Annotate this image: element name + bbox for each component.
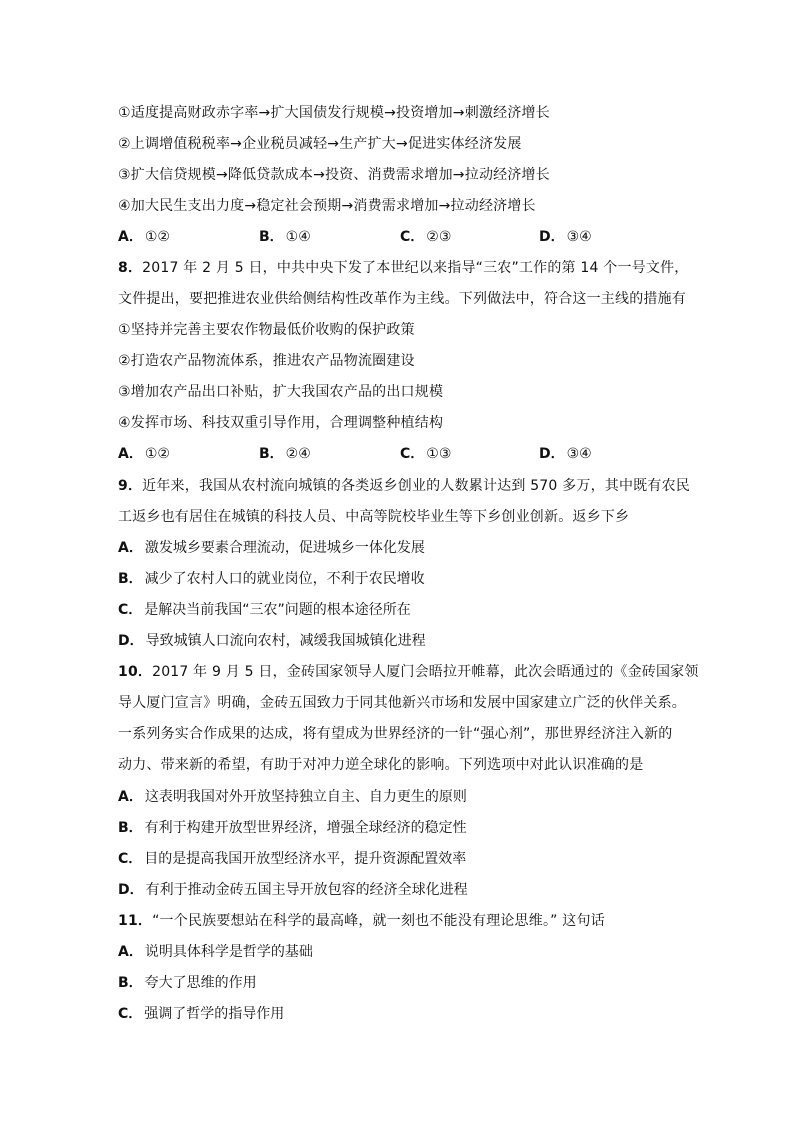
q11-option-c [118,1004,284,1024]
q9-stem-line-2: 工返乡也有居住在城镇的科技人员、中高等院校毕业生等下乡创业创新。返乡下乡 [118,509,630,525]
q7-option-c-key: C． [400,229,425,245]
q8-statement-1: ①坚持并完善主要农作物最低价收购的保护政策 [118,322,415,338]
q8-option-a-text: ①② [144,446,170,462]
q8-option-d [539,444,592,464]
q10-option-c [118,849,466,869]
q7-statement-3: ③扩大信贷规模→降低贷款成本→投资、消费需求增加→拉动经济增长 [118,167,550,183]
q10-option-b [118,818,467,838]
q8-option-a [118,444,170,464]
q10-stem-line-4: 动力、带来新的希望，有助于对冲力逆全球化的影响。下列选项中对此认识准确的是 [118,757,644,773]
q7-option-a [118,227,170,247]
q8-statement-4: ④发挥市场、科技双重引导作用，合理调整种植结构 [118,415,444,431]
q11-number: 11． [118,913,153,929]
q10-option-c-key: C． [118,851,143,867]
q10-stem-line-1 [118,662,699,682]
q11-option-b [118,973,257,993]
q8-option-b [259,444,311,464]
q9-option-c-key: C． [118,602,143,618]
q10-option-d-text: 有利于推动金砖五国主导开放包容的经济全球化进程 [145,882,468,898]
q7-statement-4: ④加大民生支出力度→稳定社会预期→消费需求增加→拉动经济增长 [118,198,536,214]
q8-number: 8． [118,260,143,276]
q10-option-b-key: B． [118,820,143,836]
q8-option-d-text: ③④ [566,446,592,462]
q9-option-b [118,569,425,589]
q10-option-d-key: D． [118,882,144,898]
q7-statement-2: ②上调增值税税率→企业税员减轻→生产扩大→促进实体经济发展 [118,136,522,152]
q8-option-d-key: D． [539,446,565,462]
q9-option-b-key: B． [118,571,143,587]
q11-option-c-key: C． [118,1006,143,1022]
q10-number: 10． [118,664,153,680]
q8-stem-line-1 [118,258,688,278]
q8-stem-text-1: 2017 年 2 月 5 日，中共中央下发了本世纪以来指导“三农”工作的第 14 个一号文件， [142,260,689,276]
q10-stem-line-2: 导人厦门宣言》明确，金砖五国致力于同其他新兴市场和发展中国家建立广泛的伙伴关系。 [118,695,686,711]
q8-option-a-key: A． [118,446,143,462]
q9-option-d-key: D． [118,633,144,649]
q7-statement-1: ①适度提高财政赤字率→扩大国债发行规模→投资增加→刺激经济增长 [118,105,550,121]
q7-option-d-key: D． [539,229,565,245]
q11-option-b-text: 夸大了思维的作用 [144,975,257,991]
q7-option-d [539,227,592,247]
q9-option-a-key: A． [118,540,143,556]
q7-option-b-key: B． [259,229,284,245]
q8-statement-2: ②打造农产品物流体系，推进农产品物流圈建设 [118,353,415,369]
q9-number: 9． [118,478,143,494]
q11-option-a-text: 说明具体科学是哲学的基础 [144,944,313,960]
q8-option-b-text: ②④ [285,446,311,462]
q7-option-c-text: ②③ [426,229,452,245]
q8-stem-line-2: 文件提出，要把推进农业供给侧结构性改革作为主线。下列做法中，符合这一主线的措施有 [118,291,686,307]
q9-option-c-text: 是解决当前我国“三农”问题的根本途径所在 [144,602,411,618]
q9-option-d-text: 导致城镇人口流向农村，减缓我国城镇化进程 [145,633,426,649]
q9-option-d [118,631,426,651]
q9-option-a-text: 激发城乡要素合理流动，促进城乡一体化发展 [144,540,425,556]
q10-stem-line-3: 一系列务实合作成果的达成，将有望成为世界经济的一针“强心剂”，那世界经济注入新的 [118,726,673,742]
q9-option-b-text: 减少了农村人口的就业岗位，不利于农民增收 [144,571,425,587]
q7-option-a-key: A． [118,229,143,245]
q10-option-b-text: 有利于构建开放型世界经济，增强全球经济的稳定性 [144,820,467,836]
q10-stem-text-1: 2017 年 9 月 5 日，金砖国家领导人厦门会晤拉开帷幕，此次会晤通过的《金砖国家领 [152,664,699,680]
q11-option-b-key: B． [118,975,143,991]
q8-option-c-text: ①③ [426,446,452,462]
q11-option-a-key: A． [118,944,143,960]
q10-option-d [118,880,468,900]
q10-option-a-text: 这表明我国对外开放坚持独立自主、自力更生的原则 [144,789,467,805]
q10-option-a [118,787,467,807]
q7-option-d-text: ③④ [566,229,592,245]
q11-stem-text: “一个民族要想站在科学的最高峰，就一刻也不能没有理论思维。” 这句话 [152,913,605,929]
q7-option-c [400,227,451,247]
q8-option-c-key: C． [400,446,425,462]
q9-stem-line-1 [118,476,690,496]
q7-option-b-text: ①④ [285,229,311,245]
q7-option-a-text: ①② [144,229,170,245]
q10-option-a-key: A． [118,789,143,805]
q8-option-c [400,444,451,464]
q11-option-c-text: 强调了哲学的指导作用 [144,1006,285,1022]
q9-option-a [118,538,425,558]
q10-option-c-text: 目的是提高我国开放型经济水平，提升资源配置效率 [144,851,467,867]
q7-option-b [259,227,311,247]
q9-stem-text-1: 近年来，我国从农村流向城镇的各类返乡创业的人数累计达到 570 多万，其中既有农民 [142,478,690,494]
q11-stem-line [118,911,605,931]
q11-option-a [118,942,313,962]
q8-option-b-key: B． [259,446,284,462]
q9-option-c [118,600,411,620]
q8-statement-3: ③增加农产品出口补贴，扩大我国农产品的出口规模 [118,384,444,400]
